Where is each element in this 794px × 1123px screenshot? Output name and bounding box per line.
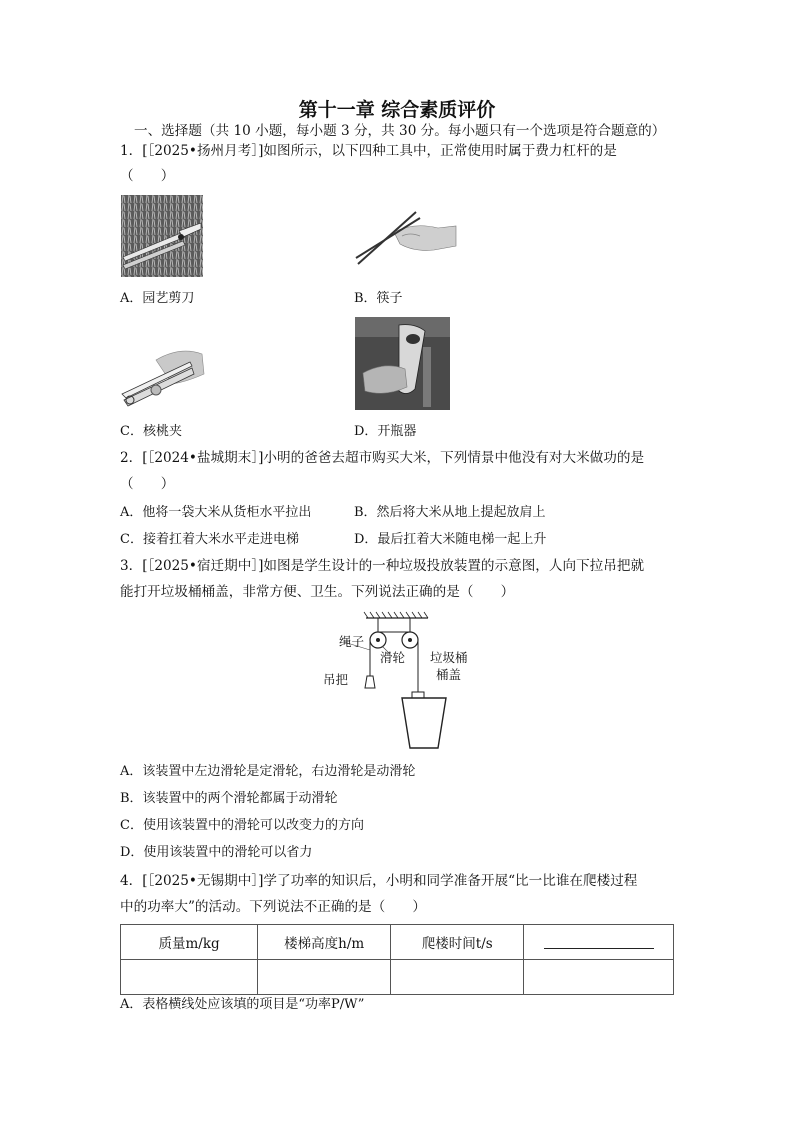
blank-line bbox=[544, 932, 654, 949]
label-rope: 绳子 bbox=[339, 634, 365, 649]
q1-answer-paren: （ ） bbox=[120, 168, 175, 184]
q2-answer-paren: （ ） bbox=[120, 476, 175, 492]
q2-stem: 2．[［2024•盐城期末］]小明的爸爸去超市购买大米，下列情景中他没有对大米做功的是 bbox=[120, 450, 645, 466]
bottle-opener-image bbox=[355, 317, 450, 410]
q3-option-a: A．该装置中左边滑轮是定滑轮，右边滑轮是动滑轮 bbox=[120, 764, 416, 779]
q1-stem: 1．[［2025•扬州月考］]如图所示，以下四种工具中，正常使用时属于费力杠杆的是 bbox=[120, 143, 617, 159]
q3-option-c: C．使用该装置中的滑轮可以改变力的方向 bbox=[120, 818, 364, 833]
table-header-height: 楼梯高度h/m bbox=[258, 925, 391, 960]
nutcracker-image bbox=[120, 346, 206, 410]
q2-option-c: C．接着扛着大米水平走进电梯 bbox=[120, 532, 299, 547]
q4-table bbox=[120, 924, 674, 995]
q1-option-c: C．核桃夹 bbox=[120, 424, 182, 439]
table-row bbox=[121, 960, 674, 995]
q3-option-d: D．使用该装置中的滑轮可以省力 bbox=[120, 845, 313, 860]
q2-option-b: B．然后将大米从地上提起放肩上 bbox=[354, 505, 546, 520]
q1-option-a: A．园艺剪刀 bbox=[120, 291, 195, 306]
section-heading: 一、选择题（共 10 小题，每小题 3 分，共 30 分。每小题只有一个选项是符合题意的） bbox=[134, 123, 666, 139]
q2-option-a: A．他将一袋大米从货柜水平拉出 bbox=[120, 505, 312, 520]
table-cell bbox=[524, 960, 674, 995]
page-title: 第十一章 综合素质评价 bbox=[298, 99, 496, 121]
q1-option-d: D．开瓶器 bbox=[354, 424, 417, 439]
label-lid: 桶盖 bbox=[436, 667, 462, 682]
table-cell bbox=[391, 960, 524, 995]
table-cell bbox=[121, 960, 258, 995]
table-cell bbox=[258, 960, 391, 995]
q4-option-a: A．表格横线处应该填的项目是“功率P/W” bbox=[120, 997, 365, 1012]
q3-option-b: B．该装置中的两个滑轮都属于动滑轮 bbox=[120, 791, 338, 806]
table-row bbox=[121, 925, 674, 960]
q3-stem-line1: 3．[［2025•宿迁期中］]如图是学生设计的一种垃圾投放装置的示意图，人向下拉吊把就 bbox=[120, 558, 645, 574]
q1-option-b: B．筷子 bbox=[354, 291, 403, 306]
table-header-blank bbox=[524, 925, 674, 960]
q2-option-d: D．最后扛着大米随电梯一起上升 bbox=[354, 532, 547, 547]
table-header-mass: 质量m/kg bbox=[121, 925, 258, 960]
q3-stem-line2: 能打开垃圾桶桶盖，非常方便、卫生。下列说法正确的是（ ） bbox=[120, 584, 515, 600]
table-header-time: 爬楼时间t/s bbox=[391, 925, 524, 960]
label-handle: 吊把 bbox=[323, 672, 349, 687]
q4-stem-line1: 4．[［2025•无锡期中］]学了功率的知识后，小明和同学准备开展“比一比谁在爬楼过程 bbox=[120, 873, 638, 889]
garden-shears-image bbox=[121, 195, 203, 277]
label-pulley: 滑轮 bbox=[380, 650, 406, 665]
label-bin: 垃圾桶 bbox=[430, 650, 468, 665]
chopsticks-image bbox=[354, 206, 458, 268]
q4-stem-line2: 中的功率大”的活动。下列说法不正确的是（ ） bbox=[120, 899, 427, 915]
